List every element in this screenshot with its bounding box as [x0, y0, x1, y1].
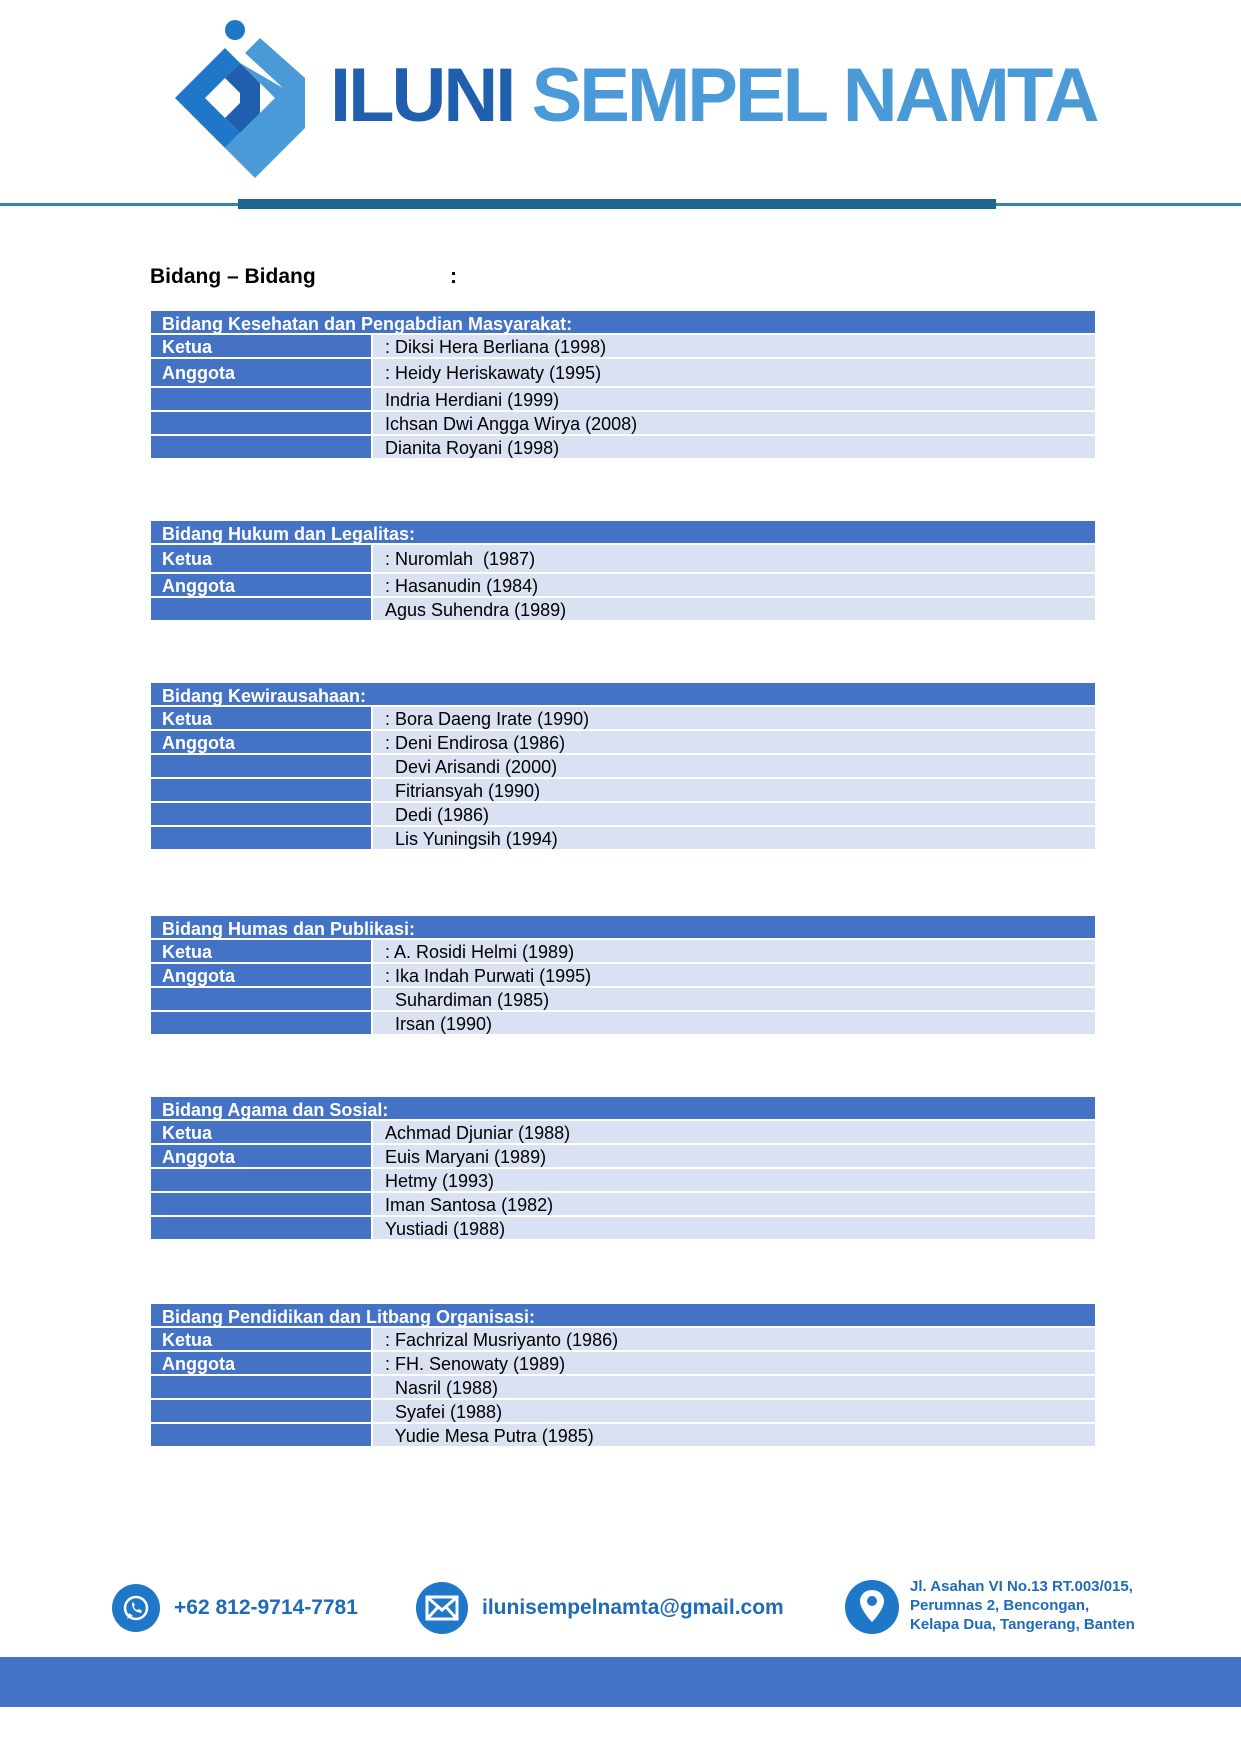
row-value: : Ika Indah Purwati (1995) — [373, 964, 1095, 986]
row-label: Ketua — [151, 707, 371, 729]
table-row — [151, 731, 1095, 755]
row-label — [151, 1193, 371, 1215]
table-row — [151, 388, 1095, 412]
row-value: Achmad Djuniar (1988) — [373, 1121, 1095, 1143]
email-address[interactable]: ilunisempelnamta@gmail.com — [482, 1596, 784, 1619]
row-value: Nasril (1988) — [373, 1376, 1095, 1398]
row-value: Ichsan Dwi Angga Wirya (2008) — [373, 412, 1095, 434]
row-value: Lis Yuningsih (1994) — [373, 827, 1095, 849]
table-row — [151, 598, 1095, 622]
section-table — [151, 311, 1095, 460]
letterhead — [0, 0, 1241, 215]
row-label: Anggota — [151, 1145, 371, 1167]
mail-icon — [416, 1582, 468, 1634]
row-label — [151, 1424, 371, 1446]
address-line: Perumnas 2, Bencongan, — [910, 1597, 1090, 1614]
table-row — [151, 436, 1095, 460]
address-line: Kelapa Dua, Tangerang, Banten — [910, 1616, 1135, 1633]
phone-number[interactable]: +62 812-9714-7781 — [174, 1596, 358, 1619]
row-label — [151, 412, 371, 434]
row-label — [151, 827, 371, 849]
whatsapp-icon — [112, 1584, 160, 1632]
page-title-colon: : — [450, 265, 457, 288]
table-row — [151, 1352, 1095, 1376]
row-value: Yustiadi (1988) — [373, 1217, 1095, 1239]
row-value: Hetmy (1993) — [373, 1169, 1095, 1191]
section-table — [151, 683, 1095, 851]
row-value: : Deni Endirosa (1986) — [373, 731, 1095, 753]
table-row — [151, 779, 1095, 803]
row-value: : Heidy Heriskawaty (1995) — [373, 359, 1095, 386]
table-row — [151, 1400, 1095, 1424]
table-row — [151, 545, 1095, 574]
table-row — [151, 1145, 1095, 1169]
section-table — [151, 1304, 1095, 1448]
table-row — [151, 1121, 1095, 1145]
row-label — [151, 1169, 371, 1191]
address-contact — [845, 1580, 899, 1634]
row-value: Dianita Royani (1998) — [373, 436, 1095, 458]
table-row — [151, 1424, 1095, 1448]
table-row — [151, 1376, 1095, 1400]
table-row — [151, 988, 1095, 1012]
table-row — [151, 574, 1095, 598]
row-label — [151, 1012, 371, 1034]
row-label: Ketua — [151, 940, 371, 962]
row-value: : A. Rosidi Helmi (1989) — [373, 940, 1095, 962]
table-row — [151, 359, 1095, 388]
brand-name — [330, 52, 1097, 139]
section-title: Bidang Kewirausahaan: — [151, 683, 1095, 707]
row-label: Ketua — [151, 1328, 371, 1350]
row-label: Ketua — [151, 335, 371, 357]
row-value: Indria Herdiani (1999) — [373, 388, 1095, 410]
table-row — [151, 803, 1095, 827]
section-title: Bidang Kesehatan dan Pengabdian Masyarakat: — [151, 311, 1095, 335]
row-label — [151, 598, 371, 620]
address-line: Jl. Asahan VI No.13 RT.003/015, — [910, 1578, 1133, 1595]
table-row — [151, 1328, 1095, 1352]
table-row — [151, 827, 1095, 851]
row-label: Anggota — [151, 1352, 371, 1374]
row-value: : Nuromlah (1987) — [373, 545, 1095, 572]
row-value: : FH. Senowaty (1989) — [373, 1352, 1095, 1374]
section-table — [151, 521, 1095, 622]
table-row — [151, 335, 1095, 359]
table-row — [151, 964, 1095, 988]
row-value: : Diksi Hera Berliana (1998) — [373, 335, 1095, 357]
table-row — [151, 755, 1095, 779]
table-row — [151, 1169, 1095, 1193]
footer-bar — [0, 1657, 1241, 1707]
row-label: Anggota — [151, 574, 371, 596]
row-label — [151, 1376, 371, 1398]
section-title: Bidang Hukum dan Legalitas: — [151, 521, 1095, 545]
table-row — [151, 412, 1095, 436]
table-row — [151, 707, 1095, 731]
row-value: Suhardiman (1985) — [373, 988, 1095, 1010]
row-label — [151, 1217, 371, 1239]
row-value: : Hasanudin (1984) — [373, 574, 1095, 596]
table-row — [151, 940, 1095, 964]
row-value: Syafei (1988) — [373, 1400, 1095, 1422]
row-label: Ketua — [151, 1121, 371, 1143]
row-label — [151, 755, 371, 777]
row-value: Yudie Mesa Putra (1985) — [373, 1424, 1095, 1446]
table-row — [151, 1193, 1095, 1217]
page-title-text: Bidang – Bidang — [150, 265, 316, 288]
row-label: Anggota — [151, 731, 371, 753]
row-value: Fitriansyah (1990) — [373, 779, 1095, 801]
section-title: Bidang Agama dan Sosial: — [151, 1097, 1095, 1121]
row-label: Ketua — [151, 545, 371, 572]
row-value: Dedi (1986) — [373, 803, 1095, 825]
row-value: Euis Maryani (1989) — [373, 1145, 1095, 1167]
location-pin-icon — [845, 1580, 899, 1634]
email-contact[interactable] — [416, 1582, 784, 1634]
header-divider-thick — [238, 199, 996, 209]
address-block — [910, 1577, 1135, 1634]
row-label — [151, 436, 371, 458]
table-row — [151, 1012, 1095, 1036]
row-label: Anggota — [151, 964, 371, 986]
section-table — [151, 1097, 1095, 1241]
row-label: Anggota — [151, 359, 371, 386]
row-label — [151, 803, 371, 825]
section-title: Bidang Pendidikan dan Litbang Organisasi: — [151, 1304, 1095, 1328]
row-value: : Bora Daeng Irate (1990) — [373, 707, 1095, 729]
page-title — [150, 265, 457, 289]
logo-icon — [165, 18, 315, 183]
table-row — [151, 1217, 1095, 1241]
row-value: Iman Santosa (1982) — [373, 1193, 1095, 1215]
row-label — [151, 388, 371, 410]
row-label — [151, 1400, 371, 1422]
row-label — [151, 779, 371, 801]
section-table — [151, 916, 1095, 1036]
brand-name-part1: ILUNI — [330, 53, 514, 138]
row-value: Agus Suhendra (1989) — [373, 598, 1095, 620]
row-value: : Fachrizal Musriyanto (1986) — [373, 1328, 1095, 1350]
row-value: Devi Arisandi (2000) — [373, 755, 1095, 777]
row-label — [151, 988, 371, 1010]
section-title: Bidang Humas dan Publikasi: — [151, 916, 1095, 940]
phone-contact[interactable] — [112, 1584, 358, 1632]
row-value: Irsan (1990) — [373, 1012, 1095, 1034]
brand-name-part2: SEMPEL NAMTA — [531, 53, 1097, 138]
